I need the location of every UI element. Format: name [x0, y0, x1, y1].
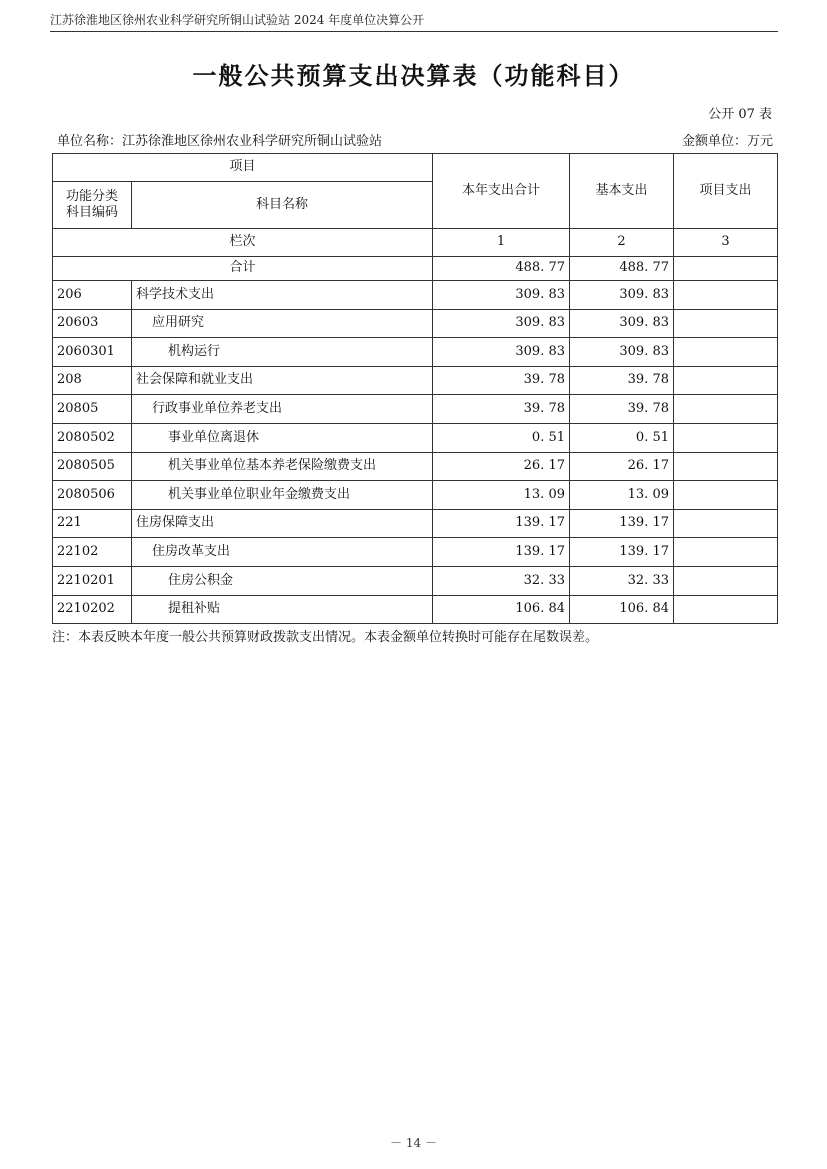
header-code [53, 182, 132, 229]
row-project [674, 452, 778, 481]
index-3: 3 [674, 229, 778, 257]
row-basic: 0. 51 [570, 423, 674, 452]
table-row [53, 452, 778, 481]
index-2: 2 [570, 229, 674, 257]
row-name: 提租补贴 [132, 595, 433, 624]
budget-table [52, 153, 778, 624]
amount-unit: 金额单位：万元 [681, 134, 773, 149]
page-number: － 14 － [390, 1136, 437, 1150]
row-basic: 309. 83 [570, 281, 674, 310]
row-code: 20603 [53, 309, 132, 338]
row-code: 208 [53, 366, 132, 395]
row-name: 住房保障支出 [132, 509, 433, 538]
table-row [53, 566, 778, 595]
index-1: 1 [433, 229, 570, 257]
row-basic: 309. 83 [570, 338, 674, 367]
row-basic: 39. 78 [570, 395, 674, 424]
row-code: 206 [53, 281, 132, 310]
row-total: 106. 84 [433, 595, 570, 624]
total-basic: 488. 77 [570, 257, 674, 281]
table-row [53, 538, 778, 567]
total-row [53, 257, 778, 281]
row-basic: 32. 33 [570, 566, 674, 595]
total-project [674, 257, 778, 281]
row-name: 事业单位离退休 [132, 423, 433, 452]
header-code-line2: 科目编码 [65, 205, 118, 220]
row-basic: 139. 17 [570, 538, 674, 567]
total-total: 488. 77 [433, 257, 570, 281]
row-total: 139. 17 [433, 509, 570, 538]
row-total: 39. 78 [433, 366, 570, 395]
row-project [674, 281, 778, 310]
unit-name: 单位名称：江苏徐淮地区徐州农业科学研究所铜山试验站 [57, 134, 383, 149]
row-basic: 309. 83 [570, 309, 674, 338]
table-row [53, 481, 778, 510]
row-total: 0. 51 [433, 423, 570, 452]
table-row [53, 595, 778, 624]
row-name: 住房改革支出 [132, 538, 433, 567]
row-total: 309. 83 [433, 338, 570, 367]
table-row [53, 423, 778, 452]
header-total: 本年支出合计 [433, 154, 570, 229]
table-row [53, 309, 778, 338]
index-row [53, 229, 778, 257]
row-name: 住房公积金 [132, 566, 433, 595]
row-basic: 139. 17 [570, 509, 674, 538]
header-name: 科目名称 [132, 182, 433, 229]
row-project [674, 481, 778, 510]
row-total: 26. 17 [433, 452, 570, 481]
row-project [674, 309, 778, 338]
header-project: 项目支出 [674, 154, 778, 229]
header-item: 项目 [53, 154, 433, 182]
row-code: 2060301 [53, 338, 132, 367]
row-code: 2210202 [53, 595, 132, 624]
row-project [674, 338, 778, 367]
table-row [53, 395, 778, 424]
table-row [53, 338, 778, 367]
row-project [674, 423, 778, 452]
row-name: 机构运行 [132, 338, 433, 367]
total-label: 合计 [53, 257, 433, 281]
row-project [674, 566, 778, 595]
row-project [674, 538, 778, 567]
table-row [53, 281, 778, 310]
row-project [674, 595, 778, 624]
row-project [674, 509, 778, 538]
index-label: 栏次 [53, 229, 433, 257]
row-basic: 106. 84 [570, 595, 674, 624]
row-project [674, 395, 778, 424]
row-code: 22102 [53, 538, 132, 567]
header-code-line1: 功能分类 [65, 188, 118, 204]
header-row-1 [53, 154, 778, 182]
footnote: 注：本表反映本年度一般公共预算财政拨款支出情况。本表金额单位转换时可能存在尾数误差。 [52, 630, 599, 645]
row-basic: 39. 78 [570, 366, 674, 395]
row-total: 139. 17 [433, 538, 570, 567]
page-title: 一般公共预算支出决算表（功能科目） [192, 62, 635, 90]
row-code: 2080502 [53, 423, 132, 452]
row-basic: 26. 17 [570, 452, 674, 481]
row-code: 2210201 [53, 566, 132, 595]
row-name: 社会保障和就业支出 [132, 366, 433, 395]
row-total: 39. 78 [433, 395, 570, 424]
row-total: 13. 09 [433, 481, 570, 510]
row-code: 2080506 [53, 481, 132, 510]
row-total: 309. 83 [433, 309, 570, 338]
row-name: 应用研究 [132, 309, 433, 338]
table-row [53, 366, 778, 395]
table-row [53, 509, 778, 538]
row-total: 309. 83 [433, 281, 570, 310]
row-name: 机关事业单位职业年金缴费支出 [132, 481, 433, 510]
running-header: 江苏徐淮地区徐州农业科学研究所铜山试验站 2024 年度单位决算公开 [50, 11, 778, 32]
row-name: 科学技术支出 [132, 281, 433, 310]
header-basic: 基本支出 [570, 154, 674, 229]
row-basic: 13. 09 [570, 481, 674, 510]
table-code: 公开 07 表 [708, 107, 772, 122]
row-project [674, 366, 778, 395]
row-name: 机关事业单位基本养老保险缴费支出 [132, 452, 433, 481]
row-code: 2080505 [53, 452, 132, 481]
row-code: 221 [53, 509, 132, 538]
row-total: 32. 33 [433, 566, 570, 595]
row-name: 行政事业单位养老支出 [132, 395, 433, 424]
meta-row [57, 130, 773, 149]
row-code: 20805 [53, 395, 132, 424]
